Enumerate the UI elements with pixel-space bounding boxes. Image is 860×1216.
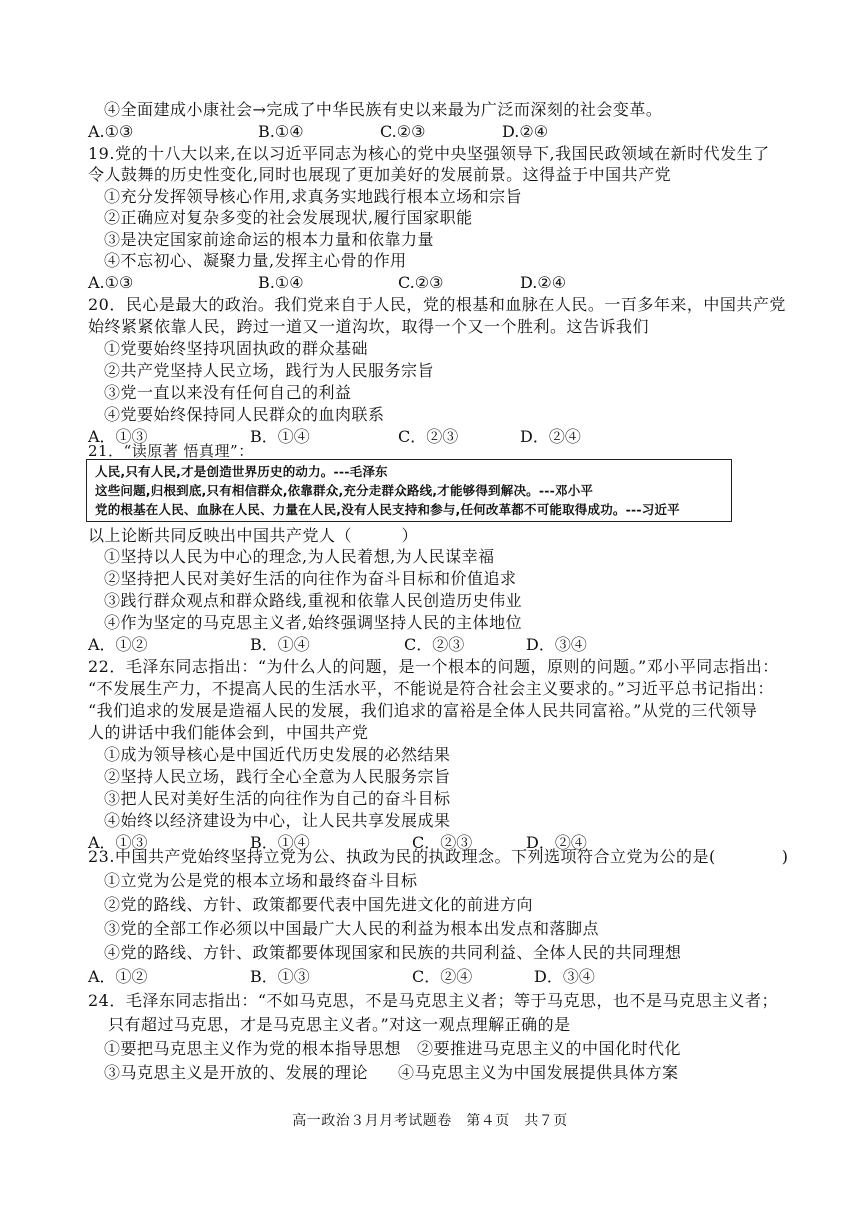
page-footer: 高一政治３月月考试题卷 第４页 共７页 [292,1113,568,1129]
q23-option-c: C．②④ [412,967,473,986]
q23-option-b: B．①③ [250,967,310,986]
q24-item-3: ③马克思主义是开放的、发展的理论 [104,1063,369,1082]
q19-option-d: D.②④ [520,273,567,292]
q20-stem-line-2: 始终紧紧依靠人民，跨过一道又一道沟坎，取得一个又一个胜利。这告诉我们 [88,317,650,336]
q21-option-a: A．①② [88,635,148,654]
q22-stem-line-1: 22．毛泽东同志指出：“为什么人的问题，是一个根本的问题，原则的问题。”邓小平同志指出： [88,657,779,676]
q23-stem: 23.中国共产党始终坚持立党为公、执政为民的执政理念。下列选项符合立党为公的是( ) [88,847,789,866]
q21-item-4: ④作为坚定的马克思主义者,始终强调坚持人民的主体地位 [104,613,523,632]
q23-item-4: ④党的路线、方针、政策都要体现国家和民族的共同利益、全体人民的共同理想 [104,943,682,962]
q21-quote-box [86,459,732,522]
q23-item-1: ①立党为公是党的根本立场和最终奋斗目标 [104,871,418,890]
q24-item-4: ④马克思主义为中国发展提供具体方案 [398,1063,679,1082]
q19-stem-line-2: 令人鼓舞的历史性变化,同时也展现了更加美好的发展前景。这得益于中国共产党 [88,165,672,184]
q23-option-a: A．①② [88,967,148,986]
q20-item-4: ④党要始终保持同人民群众的血肉联系 [104,405,385,424]
q21-after-text: 以上论断共同反映出中国共产党人（ ） [88,526,419,545]
q19-stem-line-1: 19.党的十八大以来,在以习近平同志为核心的党中央坚强领导下,我国民政领域在新时代发生了 [88,144,770,163]
q19-option-c: C.②③ [398,273,444,292]
q21-quote-mao: 人民,只有人民,才是创造世界历史的动力。---毛泽东 [95,464,388,479]
q18-option-d: D.②④ [502,122,549,141]
q22-item-4: ④始终以经济建设为中心，让人民共享发展成果 [104,811,451,830]
q24-item-2: ②要推进马克思主义的中国化时代化 [417,1039,682,1058]
q20-item-1: ①党要始终坚持巩固执政的群众基础 [104,339,369,358]
q19-item-4: ④不忘初心、凝聚力量,发挥主心骨的作用 [104,251,407,270]
q22-option-c: C．②③ [412,833,473,852]
q24-item-1: ①要把马克思主义作为党的根本指导思想 [104,1039,402,1058]
q22-stem-line-4: 人的讲话中我们能体会到，中国共产党 [88,723,369,742]
q21-options [88,634,648,656]
q23-item-2: ②党的路线、方针、政策都要代表中国先进文化的前进方向 [104,895,534,914]
q22-item-3: ③把人民对美好生活的向往作为自己的奋斗目标 [104,789,451,808]
q21-stem: 21．“读原著 悟真理”： [88,442,254,460]
q22-option-a: A．①③ [88,833,148,852]
q20-option-b: B．①④ [250,427,310,446]
q19-item-2: ②正确应对复杂多变的社会发展现状,履行国家职能 [104,208,473,227]
q22-option-d: D．②④ [526,833,587,852]
q21-item-3: ③践行群众观点和群众路线,重视和依靠人民创造历史伟业 [104,591,523,610]
q22-option-b: B．①④ [250,833,310,852]
q21-quote-xi: 党的根基在人民、血脉在人民、力量在人民,没有人民支持和参与,任何改革都不可能取得成功。---习近平 [95,502,680,517]
q24-stem-line-2: 只有超过马克思，才是马克思主义者。”对这一观点理解正确的是 [108,1015,571,1034]
q19-option-b: B.①④ [258,273,304,292]
q20-item-2: ②共产党坚持人民立场，践行为人民服务宗旨 [104,361,435,380]
q20-option-d: D．②④ [520,427,581,446]
q21-option-d: D．③④ [526,635,587,654]
q20-option-a: A．①③ [88,427,148,446]
q20-option-c: C．②③ [398,427,459,446]
q23-options [88,966,648,988]
q22-item-2: ②坚持人民立场，践行全心全意为人民服务宗旨 [104,767,451,786]
q19-item-3: ③是决定国家前途命运的根本力量和依靠力量 [104,230,435,249]
q22-stem-line-3: “我们追求的发展是造福人民的发展，我们追求的富裕是全体人民共同富裕。”从党的三代领导 [88,701,758,720]
q22-item-1: ①成为领导核心是中国近代历史发展的必然结果 [104,745,451,764]
q21-item-1: ①坚持以人民为中心的理念,为人民着想,为人民谋幸福 [104,547,495,566]
q21-item-2: ②坚持把人民对美好生活的向往作为奋斗目标和价值追求 [104,569,517,588]
q20-stem-line-1: 20．民心是最大的政治。我们党来自于人民，党的根基和血脉在人民。一百多年来，中国共产党 [88,295,786,314]
q21-option-b: B．①④ [250,635,310,654]
q24-stem-line-1: 24．毛泽东同志指出：“不如马克思，不是马克思主义者；等于马克思，也不是马克思主义者； [88,991,779,1010]
q18-options [88,121,648,143]
q22-stem-line-2: “不发展生产力，不提高人民的生活水平，不能说是符合社会主义要求的。”习近平总书记指出： [88,679,774,698]
q23-item-3: ③党的全部工作必须以中国最广大人民的利益为根本出发点和落脚点 [104,919,600,938]
q19-options [88,272,648,294]
q21-quote-deng: 这些问题,归根到底,只有相信群众,依靠群众,充分走群众路线,才能够得到解决。---邓小平 [95,483,594,498]
q19-item-1: ①充分发挥领导核心作用,求真务实地践行根本立场和宗旨 [104,187,523,206]
q18-item-4: ④全面建成小康社会→完成了中华民族有史以来最为广泛而深刻的社会变革。 [104,100,663,119]
q21-option-c: C．②③ [404,635,465,654]
q20-item-3: ③党一直以来没有任何自己的利益 [104,383,352,402]
q18-option-c: C.②③ [380,122,426,141]
q23-option-d: D．③④ [534,967,595,986]
q18-option-a: A.①③ [88,122,134,141]
q18-option-b: B.①④ [258,122,304,141]
q19-option-a: A.①③ [88,273,134,292]
